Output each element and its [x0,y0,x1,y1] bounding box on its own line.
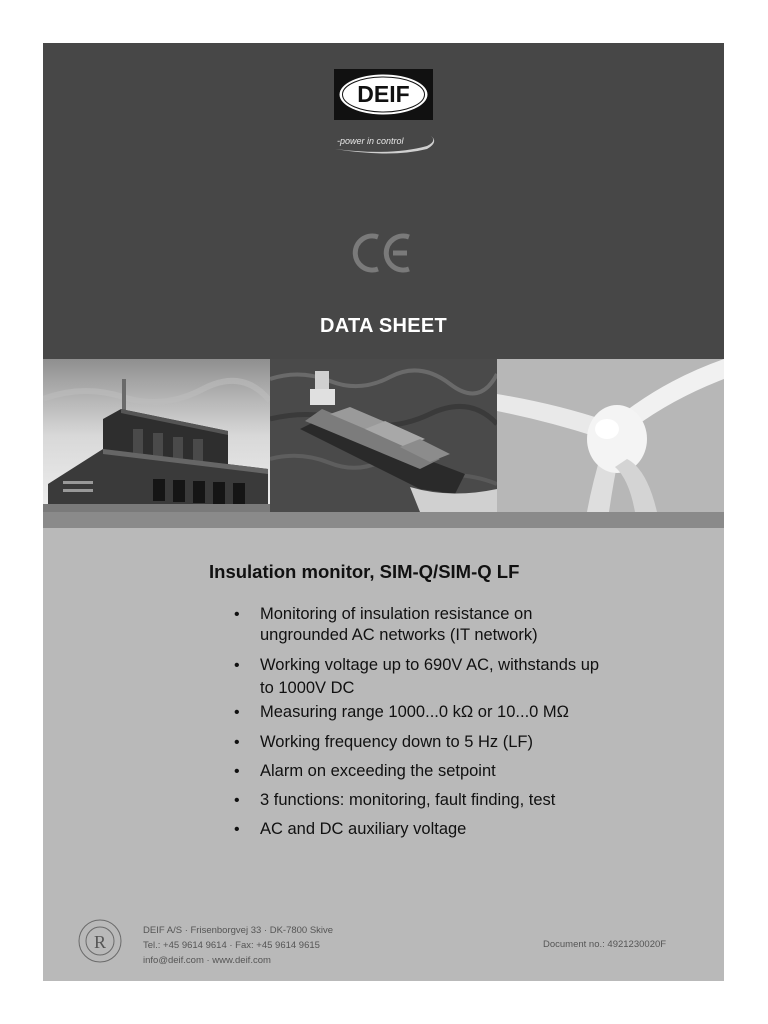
wind-turbine-photo [497,359,724,512]
datasheet-page [43,43,724,981]
product-title: Insulation monitor, SIM-Q/SIM-Q LF [209,561,520,582]
tagline-text: -power in control [337,136,404,146]
power-plant-photo [43,359,270,512]
grey-divider-strip [43,512,724,528]
deif-logo [334,69,433,120]
logo-text: DEIF [357,81,410,107]
feature-item: • 3 functions: monitoring, fault finding, test [232,790,672,811]
tagline [331,132,441,154]
feature-item: • AC and DC auxiliary voltage [232,819,672,840]
ce-mark-icon [351,231,415,275]
feature-list [232,604,672,840]
feature-item: • Working frequency down to 5 Hz (LF) [232,732,672,753]
feature-item: • Working voltage up to 690V AC, withstands up to 1000V DC [232,655,672,699]
svg-text:R: R [93,932,107,952]
document-number: Document no.: 4921230020F [543,939,667,950]
feature-item: • Monitoring of insulation resistance on ungrounded AC networks (IT network) [232,604,672,646]
header-panel [43,43,724,359]
feature-item: • Alarm on exceeding the setpoint [232,761,672,782]
company-address: DEIF A/S · Frisenborgvej 33 · DK-7800 Skive Tel.: +45 9614 9614 · Fax: +45 9614 9615 info@deif.com · www.deif.com [143,925,334,966]
certification-logo [77,918,123,964]
feature-item: • Measuring range 1000...0 kΩ or 10...0 MΩ [232,702,672,723]
container-ship-photo [270,359,497,512]
photo-strip [43,359,724,512]
datasheet-title: DATA SHEET [319,315,448,337]
